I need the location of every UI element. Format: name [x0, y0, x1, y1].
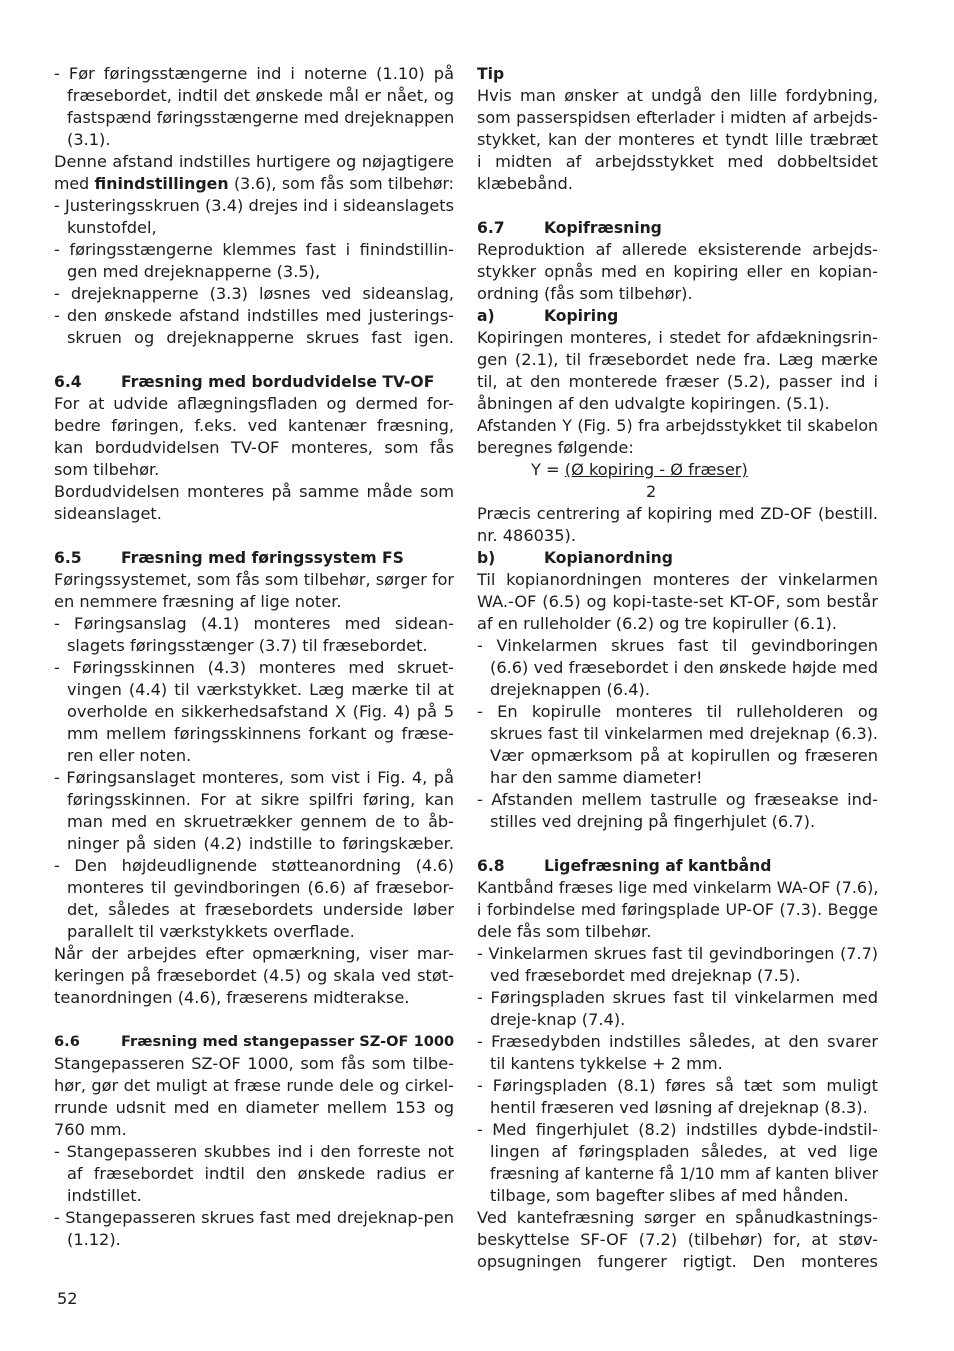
formula-numerator: (Ø kopiring - Ø fræser): [564, 460, 748, 479]
text-line: - drejeknapperne (3.3) løsnes ved sideanslag,: [54, 284, 454, 303]
section-heading-6-7: [477, 217, 878, 239]
text-line: kunstofdel,: [67, 218, 157, 237]
text-line: - Vinkelarmen skrues fast til gevindboringen (7.7): [477, 944, 878, 963]
text-line: - Føringsanslag (4.1) monteres med sidean-: [54, 614, 454, 633]
text-line: stilles ved drejning på fingerhjulet (6.7).: [490, 812, 816, 831]
text-line: lingen af føringspladen således, at ved lige: [490, 1142, 878, 1161]
sub-number: b): [477, 549, 496, 567]
section-title: Fræsning med bordudvidelse TV-OF: [121, 373, 435, 391]
text-line: Bordudvidelsen monteres på samme måde som: [54, 482, 454, 501]
bold-term: finindstillingen: [94, 174, 229, 193]
text-line: fræsebordet, indtil det ønskede mål er nået, og: [67, 86, 454, 105]
section-6-4-body: [54, 393, 454, 525]
subheading-b: [477, 547, 878, 569]
text-line: - Føringsanslaget monteres, som vist i Fig. 4, på: [54, 768, 454, 787]
text-line: [54, 173, 454, 195]
text-line: af fræsebordet indtil den ønskede radius er: [67, 1164, 454, 1183]
text-line: beregnes følgende:: [477, 438, 634, 457]
text-line: monteres til gevindboringen (6.6) af fræsebor-: [67, 878, 454, 897]
text-line: - den ønskede afstand indstilles med justerings-: [54, 306, 454, 325]
section-number: 6.8: [477, 857, 505, 875]
text-line: - Fræsedybden indstilles således, at den svarer: [477, 1032, 878, 1051]
text-line: Føringssystemet, som fås som tilbehør, sørger for: [54, 570, 454, 589]
text-line: Denne afstand indstilles hurtigere og nøjagtigere: [54, 152, 454, 171]
section-heading-6-8: [477, 855, 878, 877]
text-line: klæbebånd.: [477, 174, 573, 193]
text-line: skrues fast til vinkelarmen med drejeknap (6.3).: [490, 724, 878, 743]
text-line: kan bordudvidelsen TV-OF monteres, som fås: [54, 438, 454, 457]
text-line: Kopiringen monteres, i stedet for afdækningsrin-: [477, 328, 878, 347]
section-number: 6.6: [54, 1033, 80, 1050]
text-line: bedre føringen, f.eks. ved kantenær fræsning,: [54, 416, 454, 435]
section-6-5-body: [54, 569, 454, 1009]
text-line: - Føringsskinnen (4.3) monteres med skruet-: [54, 658, 454, 677]
text-line: Præcis centrering af kopiring med ZD-OF (bestill.: [477, 504, 878, 523]
section-title: Fræsning med føringssystem FS: [121, 549, 404, 567]
text-line: Stangepasseren SZ-OF 1000, som fås som tilbe-: [54, 1054, 454, 1073]
text-line: - Føringspladen (8.1) føres så tæt som muligt: [477, 1076, 878, 1095]
section-number: 6.4: [54, 373, 82, 391]
text-line: dreje-knap (7.4).: [490, 1010, 626, 1029]
text-line: overholde en sikkerhedsafstand X (Fig. 4) på 5: [67, 702, 454, 721]
text-line: fastspænd føringsstængerne med drejeknappen: [67, 108, 455, 127]
text-line: åbningen af den udvalgte kopiringen. (5.1).: [477, 394, 830, 413]
sub-title: Kopianordning: [544, 549, 673, 567]
section-6-6-body: [54, 1053, 454, 1251]
text-line: indstillet.: [67, 1186, 142, 1205]
text-line: man med en skruetrækker gennem de to åb-: [67, 812, 454, 831]
text-line: ren eller noten.: [67, 746, 192, 765]
text-line: ordning (fås som tilbehør).: [477, 284, 693, 303]
text-line: rrunde udsnit med en diameter mellem 153 og: [54, 1098, 454, 1117]
text-line: Reproduktion af allerede eksisterende arbejds-: [477, 240, 878, 259]
text-line: i forbindelse med føringsplade UP-OF (7.3). Begge: [477, 900, 878, 919]
section-title: Ligefræsning af kantbånd: [544, 857, 772, 875]
text-line: teanordningen (4.6), fræserens midterakse.: [54, 988, 410, 1007]
subsection-b-body: [477, 569, 878, 833]
text-line: føringsskinnen. For at sikre spilfri føring, kan: [67, 790, 454, 809]
intro-paragraph: [54, 63, 454, 151]
text-line: en nemmere fræsning af lige noter.: [54, 592, 342, 611]
text-line: - Afstanden mellem tastrulle og fræseakse ind-: [477, 790, 878, 809]
formula-denominator: 2: [646, 482, 657, 501]
text-line: mm mellem føringsskinnens forkant og fræse-: [67, 724, 454, 743]
text-line: opsugningen fungerer rigtigt. Den monteres: [477, 1252, 878, 1271]
subheading-a: [477, 305, 878, 327]
text-line: - Vinkelarmen skrues fast til gevindboringen: [477, 636, 878, 655]
text-line: vingen (4.4) til værkstykket. Læg mærke til at: [67, 680, 454, 699]
section-heading-6-5: [54, 547, 454, 569]
text-line: til kantens tykkelse + 2 mm.: [490, 1054, 723, 1073]
text-line: 760 mm.: [54, 1120, 127, 1139]
text-line: af en rulleholder (6.2) og tre kopiruller (6.1).: [477, 614, 837, 633]
text-line: Vær opmærksom på at kopirullen og fræseren: [490, 746, 878, 765]
text-line: har den samme diameter!: [490, 768, 703, 787]
text-line: (1.12).: [67, 1230, 121, 1249]
fine-adjust-paragraph: [54, 151, 454, 349]
text-line: drejeknappen (6.4).: [490, 680, 650, 699]
section-number: 6.7: [477, 219, 505, 237]
text-line: gen med drejeknapperne (3.5),: [67, 262, 321, 281]
text-line: hentil fræseren ved løsning af drejeknap (8.3).: [490, 1098, 868, 1117]
text-run: med: [54, 174, 95, 193]
text-line: dele fås som tilbehør.: [477, 922, 652, 941]
sub-title: Kopiring: [544, 307, 619, 325]
text-line: - føringsstængerne klemmes fast i finindstillin-: [54, 240, 454, 259]
tip-body: [477, 85, 878, 195]
text-line: (3.1).: [67, 130, 111, 149]
text-line: beskyttelse SF-OF (7.2) (tilbehør) for, at støv-: [477, 1230, 878, 1249]
sub-number: a): [477, 307, 495, 325]
text-line: - Før føringsstængerne ind i noterne (1.10) på: [54, 64, 454, 83]
text-line: fræsning af kanterne få 1/10 mm af kanten bliver: [490, 1165, 878, 1183]
section-title: Fræsning med stangepasser SZ-OF 1000: [121, 1033, 455, 1050]
section-heading-6-6: [54, 1031, 454, 1053]
section-heading-6-4: [54, 371, 454, 393]
subsection-a-body: [477, 327, 878, 547]
text-line: til, at den monterede fræser (5.2), passer ind i: [477, 372, 878, 391]
tip-heading: Tip: [477, 65, 505, 83]
text-line: sideanslaget.: [54, 504, 162, 523]
text-line: - Justeringsskruen (3.4) drejes ind i sideanslagets: [54, 196, 455, 215]
text-line: stykket, kan der monteres et tyndt lille træbræt: [477, 130, 878, 149]
text-line: parallelt til værkstykkets overflade.: [67, 922, 355, 941]
formula-lhs: Y =: [531, 460, 560, 479]
text-line: stykker opnås med en kopiring eller en kopian-: [477, 262, 878, 281]
text-line: som passerspidsen efterlader i midten af arbejds-: [477, 108, 878, 127]
section-title: Kopifræsning: [544, 219, 662, 237]
text-line: Hvis man ønsker at undgå den lille fordybning,: [477, 86, 878, 105]
text-line: keringen på fræsebordet (4.5) og skala ved støt-: [54, 966, 454, 985]
text-line: Ved kantefræsning sørger en spånudkastnings-: [477, 1208, 878, 1227]
text-line: ninger på siden (4.2) indstille to føringskæber.: [67, 834, 454, 853]
text-line: - Føringspladen skrues fast til vinkelarmen med: [477, 988, 878, 1007]
text-line: nr. 486035).: [477, 526, 576, 545]
text-line: i midten af arbejdsstykket med dobbeltsidet: [477, 152, 878, 171]
text-line: skruen og drejeknapperne skrues fast igen.: [67, 328, 454, 347]
text-line: ved fræsebordet med drejeknap (7.5).: [490, 966, 801, 985]
text-run: (3.6), som fås som tilbehør:: [228, 174, 454, 193]
text-line: For at udvide aflægningsfladen og dermed for-: [54, 394, 454, 413]
text-line: WA.-OF (6.5) og kopi-taste-set KT-OF, som består: [477, 592, 878, 611]
text-line: - Med fingerhjulet (8.2) indstilles dybde-indstil-: [477, 1120, 878, 1139]
text-line: hør, gør det muligt at fræse runde dele og cirkel-: [54, 1076, 454, 1095]
text-line: tilbage, som bagefter slibes af med hånden.: [490, 1186, 849, 1205]
text-line: Kantbånd fræses lige med vinkelarm WA-OF (7.6),: [477, 878, 879, 897]
text-line: Til kopianordningen monteres der vinkelarmen: [477, 570, 878, 589]
text-line: (6.6) ved fræsebordet i den ønskede højde med: [490, 658, 878, 677]
text-line: - Den højdeudlignende støtteanordning (4.6): [54, 856, 454, 875]
text-line: - En kopirulle monteres til rulleholderen og: [477, 702, 878, 721]
text-line: - Stangepasseren skubbes ind i den forreste not: [54, 1142, 454, 1161]
text-line: gen (2.1), til fræsebordet nede fra. Læg mærke: [477, 350, 878, 369]
text-line: slagets føringsstænger (3.7) til fræsebordet.: [67, 636, 428, 655]
page-number: 52: [57, 1289, 78, 1308]
left-column: [54, 63, 454, 1251]
text-line: Afstanden Y (Fig. 5) fra arbejdsstykket til skabelon: [477, 416, 878, 435]
text-line: som tilbehør.: [54, 460, 160, 479]
text-line: det, således at fræsebordets underside løber: [67, 900, 454, 919]
formula: [477, 459, 878, 481]
section-6-7-body: [477, 239, 878, 305]
section-number: 6.5: [54, 549, 82, 567]
section-6-8-body: [477, 877, 878, 1273]
right-column: [477, 63, 878, 1273]
text-line: Når der arbejdes efter opmærkning, viser mar-: [54, 944, 454, 963]
text-line: - Stangepasseren skrues fast med drejeknap-pen: [54, 1208, 454, 1227]
